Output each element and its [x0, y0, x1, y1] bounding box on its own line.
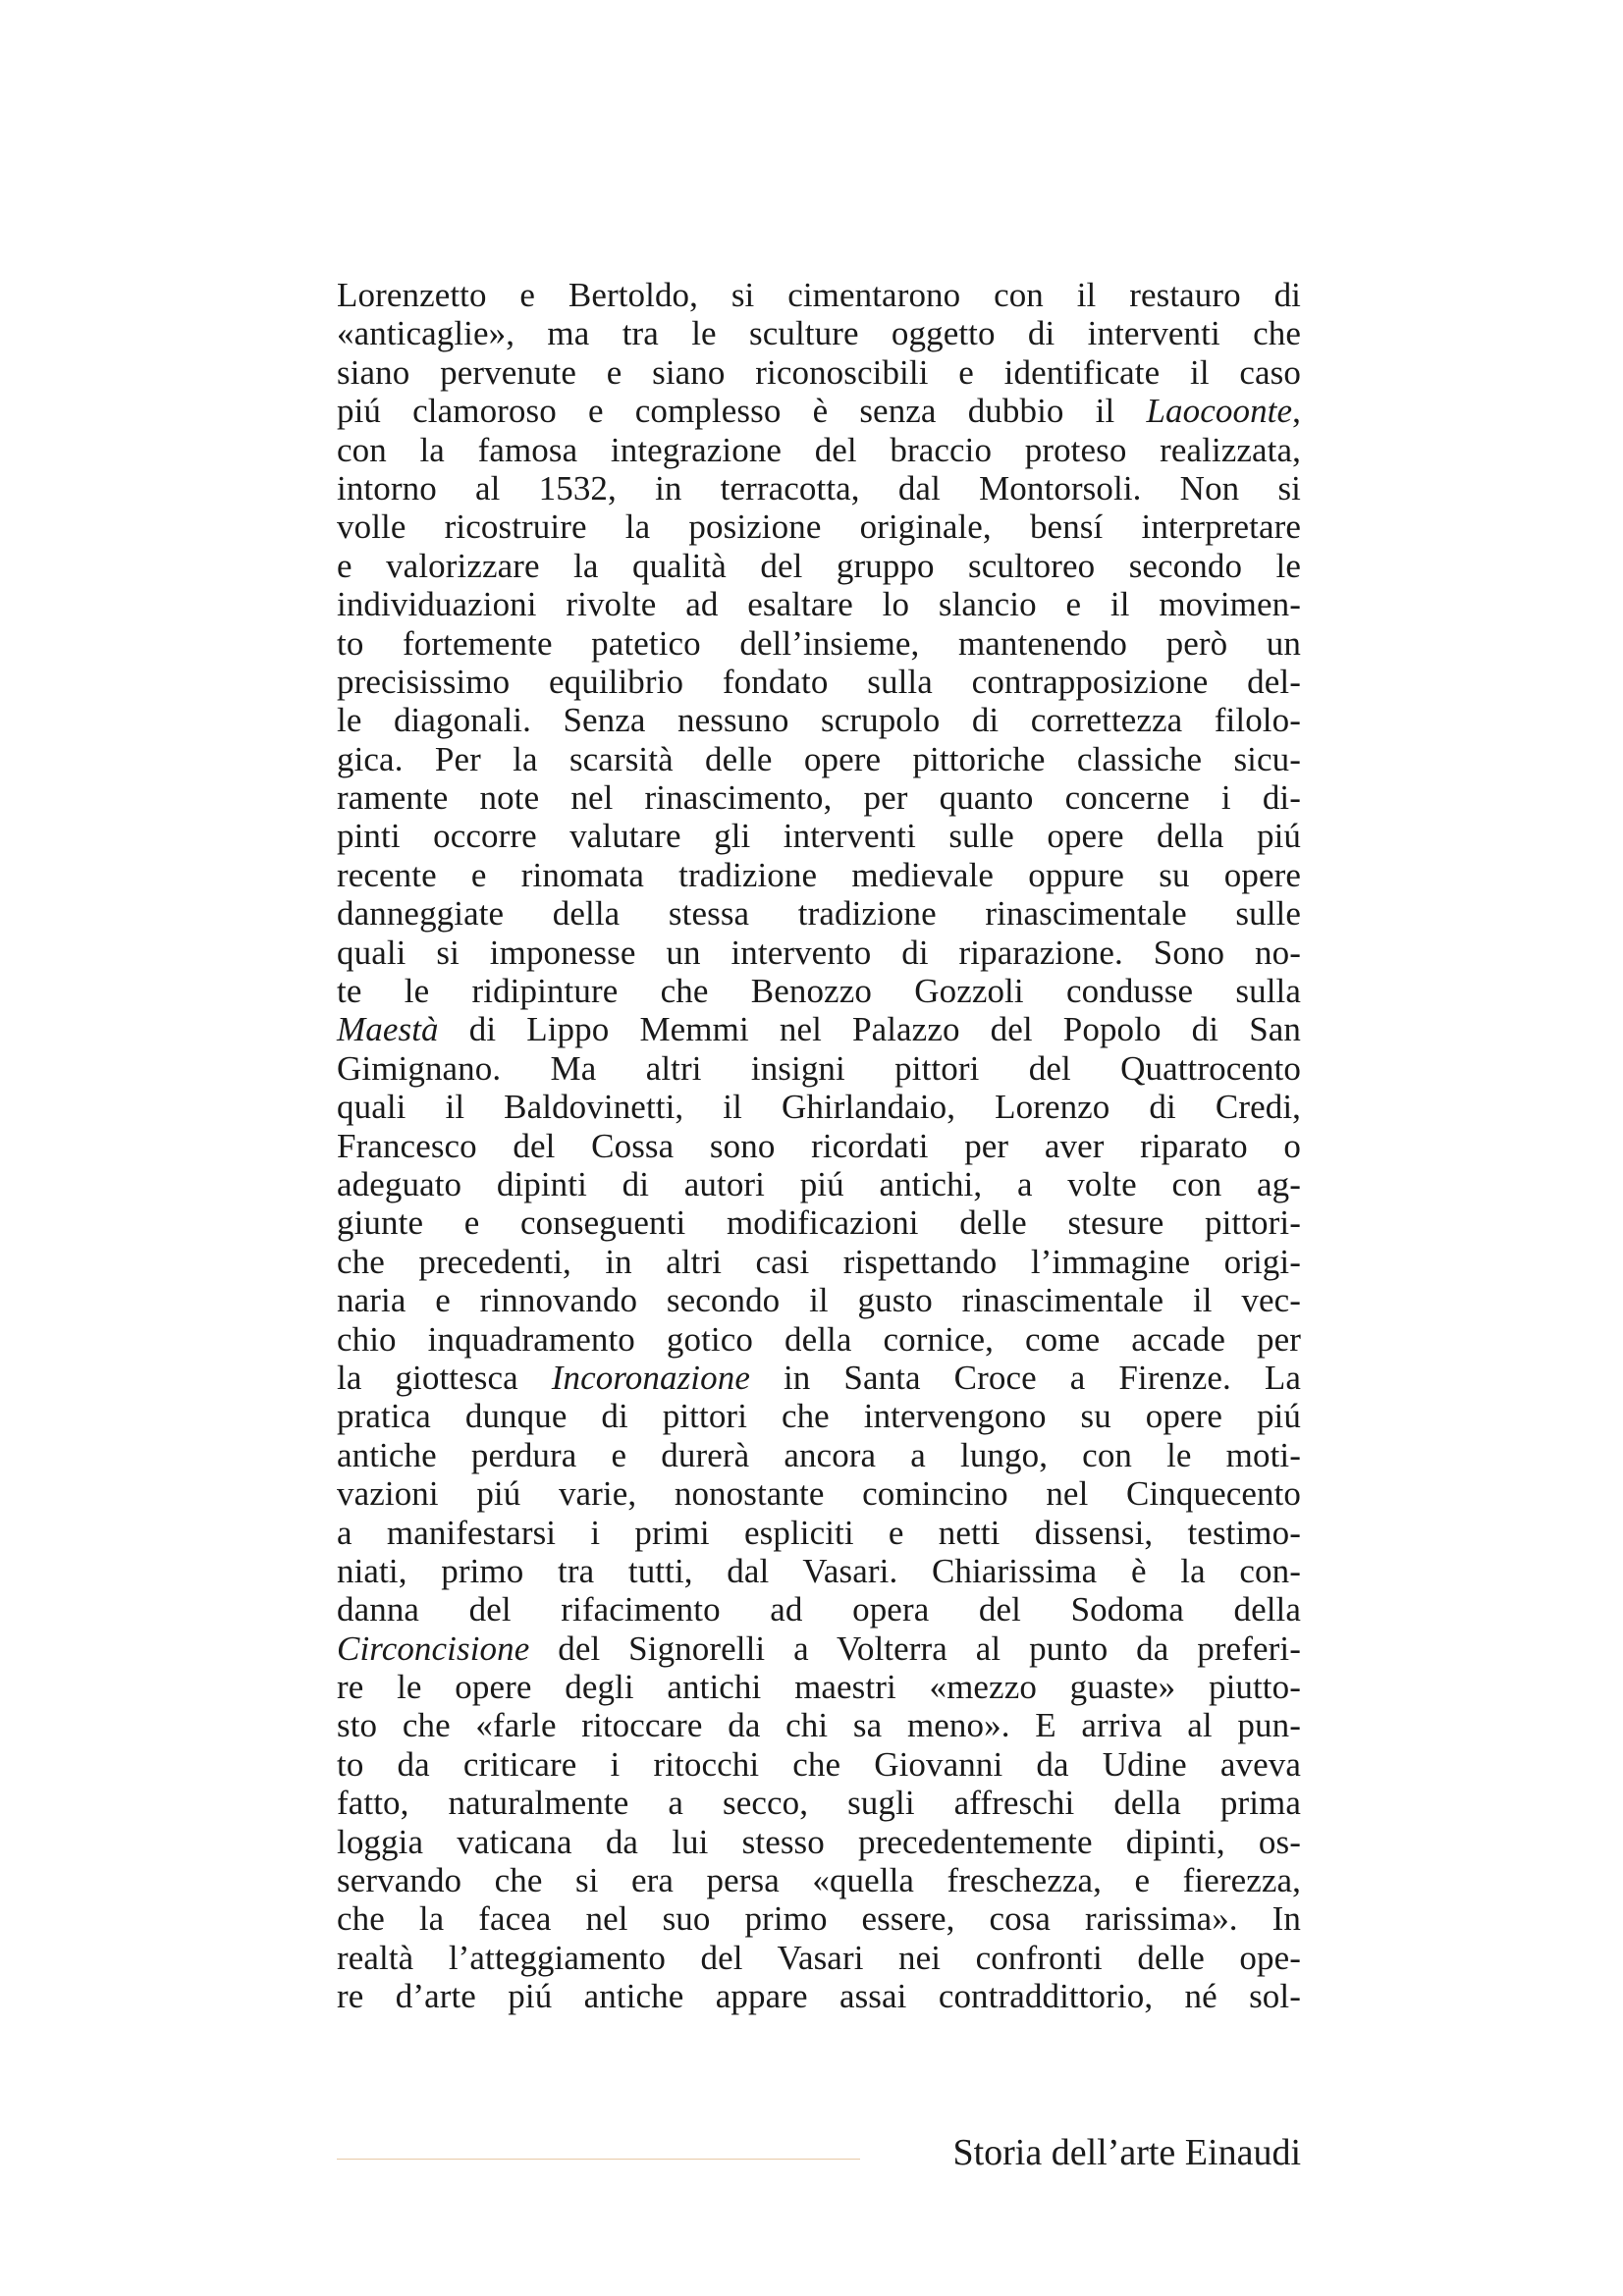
text-line: gica. Per la scarsità delle opere pittoriche classiche sicu- [337, 739, 1301, 778]
text-line: precisissimo equilibrio fondato sulla contrapposizione del- [337, 662, 1301, 701]
text-line: pinti occorre valutare gli interventi sulle opere della piú [337, 817, 1301, 856]
text-line: loggia vaticana da lui stesso precedentemente dipinti, os- [337, 1822, 1301, 1861]
text-line: e valorizzare la qualità del gruppo scultoreo secondo le [337, 546, 1301, 585]
text-line: to da criticare i ritocchi che Giovanni da Udine aveva [337, 1744, 1301, 1784]
text-line [337, 392, 1301, 430]
text-line: che precedenti, in altri casi rispettando l’immagine origi- [337, 1242, 1301, 1281]
text-line: con la famosa integrazione del braccio proteso realizzata, [337, 430, 1301, 469]
text-line: antiche perdura e durerà ancora a lungo, con le moti- [337, 1435, 1301, 1474]
text-line: le diagonali. Senza nessuno scrupolo di correttezza filolo- [337, 701, 1301, 740]
italic-title: Laocoonte [1146, 392, 1293, 431]
text-segment: del Signorelli a Volterra al punto da preferi- [529, 1629, 1301, 1668]
text-line [337, 1359, 1301, 1397]
text-line: individuazioni rivolte ad esaltare lo slancio e il movimen- [337, 585, 1301, 624]
text-line: volle ricostruire la posizione originale, bensí interpretare [337, 507, 1301, 547]
text-line: servando che si era persa «quella freschezza, e fierezza, [337, 1861, 1301, 1900]
text-line: intorno al 1532, in terracotta, dal Montorsoli. Non si [337, 468, 1301, 507]
text-line: quali il Baldovinetti, il Ghirlandaio, Lorenzo di Credi, [337, 1088, 1301, 1127]
italic-title: Incoronazione [551, 1358, 750, 1397]
text-line: niati, primo tra tutti, dal Vasari. Chiarissima è la con- [337, 1551, 1301, 1590]
text-line: giunte e conseguenti modificazioni delle stesure pittori- [337, 1203, 1301, 1243]
text-line: che la facea nel suo primo essere, cosa rarissima». In [337, 1899, 1301, 1939]
text-line: danna del rifacimento ad opera del Sodoma della [337, 1590, 1301, 1629]
text-line: adeguato dipinti di autori piú antichi, a volte con ag- [337, 1164, 1301, 1203]
text-line: ramente note nel rinascimento, per quanto concerne i di- [337, 778, 1301, 818]
text-line: danneggiate della stessa tradizione rinascimentale sulle [337, 894, 1301, 934]
text-line: re le opere degli antichi maestri «mezzo guaste» piutto- [337, 1668, 1301, 1707]
text-line: «anticaglie», ma tra le sculture oggetto di interventi che [337, 314, 1301, 353]
text-line: to fortemente patetico dell’insieme, mantenendo però un [337, 623, 1301, 663]
text-line: quali si imponesse un intervento di riparazione. Sono no- [337, 933, 1301, 972]
text-line: realtà l’atteggiamento del Vasari nei confronti delle ope- [337, 1938, 1301, 1977]
text-line: vazioni piú varie, nonostante comincino nel Cinquecento [337, 1474, 1301, 1514]
text-line: a manifestarsi i primi espliciti e netti dissensi, testimo- [337, 1513, 1301, 1552]
text-segment: in Santa Croce a Firenze. La [749, 1358, 1301, 1397]
italic-title: Circoncisione [337, 1629, 530, 1668]
text-line: chio inquadramento gotico della cornice, come accade per [337, 1319, 1301, 1359]
text-line: siano pervenute e siano riconoscibili e identificate il caso [337, 352, 1301, 392]
text-line: Gimignano. Ma altri insigni pittori del Quattrocento [337, 1048, 1301, 1088]
text-line: sto che «farle ritoccare da chi sa meno». E arriva al pun- [337, 1706, 1301, 1745]
footer-rule [337, 2159, 860, 2160]
text-line [337, 1010, 1301, 1048]
page-footer [337, 2131, 1301, 2174]
text-segment: , [1292, 392, 1301, 431]
text-line: re d’arte piú antiche appare assai contraddittorio, né sol- [337, 1977, 1301, 2016]
text-line: te le ridipinture che Benozzo Gozzoli condusse sulla [337, 972, 1301, 1011]
text-segment: la giottesca [337, 1358, 552, 1397]
text-line: naria e rinnovando secondo il gusto rinascimentale il vec- [337, 1281, 1301, 1320]
text-line: pratica dunque di pittori che intervengono su opere piú [337, 1397, 1301, 1436]
body-text [337, 276, 1301, 2016]
text-line: fatto, naturalmente a secco, sugli affreschi della prima [337, 1784, 1301, 1823]
text-line [337, 1629, 1301, 1668]
text-line: Francesco del Cossa sono ricordati per aver riparato o [337, 1126, 1301, 1165]
text-segment: piú clamoroso e complesso è senza dubbio il [337, 392, 1147, 431]
text-line: Lorenzetto e Bertoldo, si cimentarono con il restauro di [337, 276, 1301, 314]
text-line: recente e rinomata tradizione medievale oppure su opere [337, 855, 1301, 894]
italic-title: Maestà [337, 1010, 439, 1049]
footer-title: Storia dell’arte Einaudi [952, 2132, 1301, 2173]
text-segment: di Lippo Memmi nel Palazzo del Popolo di San [438, 1010, 1301, 1049]
